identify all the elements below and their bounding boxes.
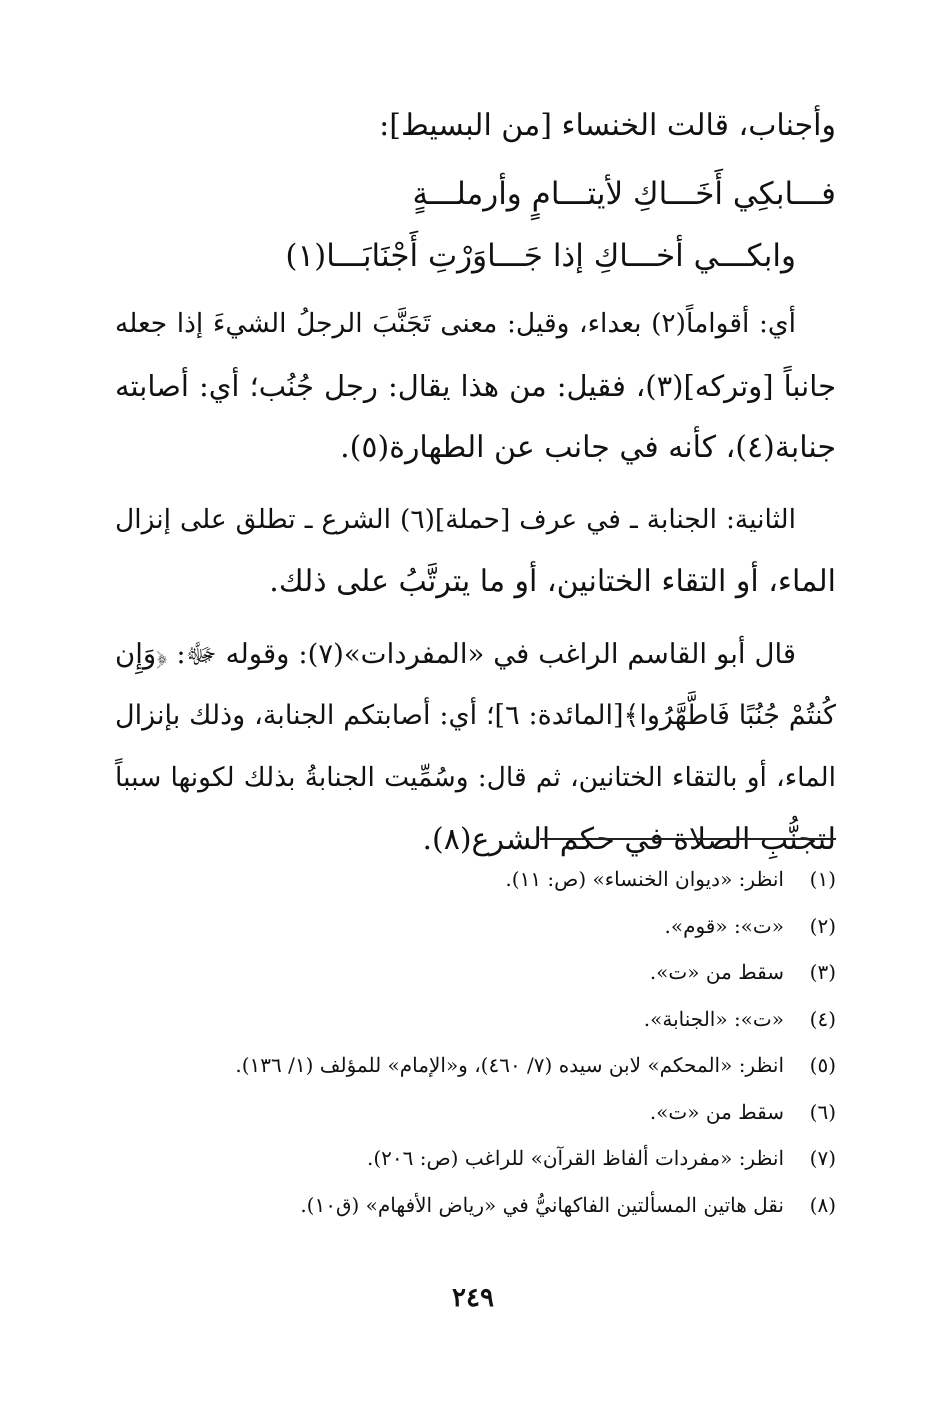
footnote-divider xyxy=(540,838,836,840)
footnotes xyxy=(110,856,836,1228)
footnote xyxy=(110,1135,836,1182)
footnote-number: (١) xyxy=(809,867,836,891)
text-line: جنابة(٤)، كأنه في جانب عن الطهارة(٥). xyxy=(340,430,836,465)
footnote-number: (٧) xyxy=(809,1146,836,1170)
footnote-text: انظر: «ديوان الخنساء» (ص: ١١). xyxy=(505,867,784,891)
paragraph xyxy=(115,293,836,479)
main-text xyxy=(115,95,836,881)
text-line: جانباً [وتركه](٣)، فقيل: من هذا يقال: رجل جُنُب؛ أي: أصابته xyxy=(115,369,837,403)
footnote-number: (٢) xyxy=(809,913,836,938)
text-line: الماء، أو بالتقاء الختانين، ثم قال: وسُمِّيت الجنابةُ بذلك لكونها سبباً xyxy=(115,762,836,793)
footnote-number: (٦) xyxy=(809,1099,836,1124)
footnote-number: (٨) xyxy=(809,1192,836,1217)
paragraph xyxy=(115,489,836,613)
footnote-text: سقط من «ت». xyxy=(649,1099,784,1124)
footnote-text: «ت»: «قوم». xyxy=(664,913,784,938)
paragraph xyxy=(115,623,836,871)
page-number: ٢٤٩ xyxy=(452,1283,494,1313)
text-line: قال أبو القاسم الراغب في «المفردات»(٧): وقوله ﷻ: ﴿وَإِن xyxy=(115,638,796,670)
footnote xyxy=(110,949,836,996)
footnote-text: سقط من «ت». xyxy=(649,960,784,984)
footnote-number: (٥) xyxy=(809,1053,836,1077)
text-line: الثانية: الجنابة ـ في عرف [حملة](٦) الشرع ـ تطلق على إنزال xyxy=(115,504,796,535)
footnote-text: انظر: «مفردات ألفاظ القرآن» للراغب (ص: ٢٠٦). xyxy=(366,1146,784,1170)
footnote xyxy=(110,903,836,950)
footnote-text: «ت»: «الجنابة». xyxy=(643,1006,784,1031)
text-line: وأجناب، قالت الخنساء [من البسيط]: xyxy=(379,108,836,143)
text-line: أي: أقواماً(٢) بعداء، وقيل: معنى تَجَنَّبَ الرجلُ الشيءَ إذا جعله xyxy=(115,308,796,339)
poem-verse-first-hemistich: فـــابكِي أَخَـــاكِ لأيتـــامٍ وأرملـــةٍ xyxy=(412,176,836,212)
footnote-text: انظر: «المحكم» لابن سيده (٧/ ٤٦٠)، و«الإمام» للمؤلف (١/ ١٣٦). xyxy=(235,1053,784,1077)
text-line: لتجنُّبِ الصلاة في حكم الشرع(٨). xyxy=(422,822,836,857)
footnote xyxy=(110,1182,836,1229)
footnote-number: (٤) xyxy=(809,1006,836,1031)
footnote-number: (٣) xyxy=(809,960,836,984)
footnote xyxy=(110,856,836,903)
footnote-text: نقل هاتين المسألتين الفاكهانيُّ في «رياض الأفهام» (ق١٠). xyxy=(300,1192,784,1217)
text-line: الماء، أو التقاء الختانين، أو ما يترتَّبُ على ذلك. xyxy=(269,564,836,599)
footnote xyxy=(110,1042,836,1089)
footnote xyxy=(110,996,836,1043)
poem-verse-second-hemistich: وابكـــي أخـــاكِ إذا جَـــاوَرْتِ أَجْنَابَـــا(١) xyxy=(285,238,796,274)
text-line: كُنتُمْ جُنُبًا فَاطَّهَّرُوا﴾[المائدة: ٦]؛ أي: أصابتكم الجنابة، وذلك بإنزال xyxy=(115,700,836,731)
footnote xyxy=(110,1089,836,1136)
